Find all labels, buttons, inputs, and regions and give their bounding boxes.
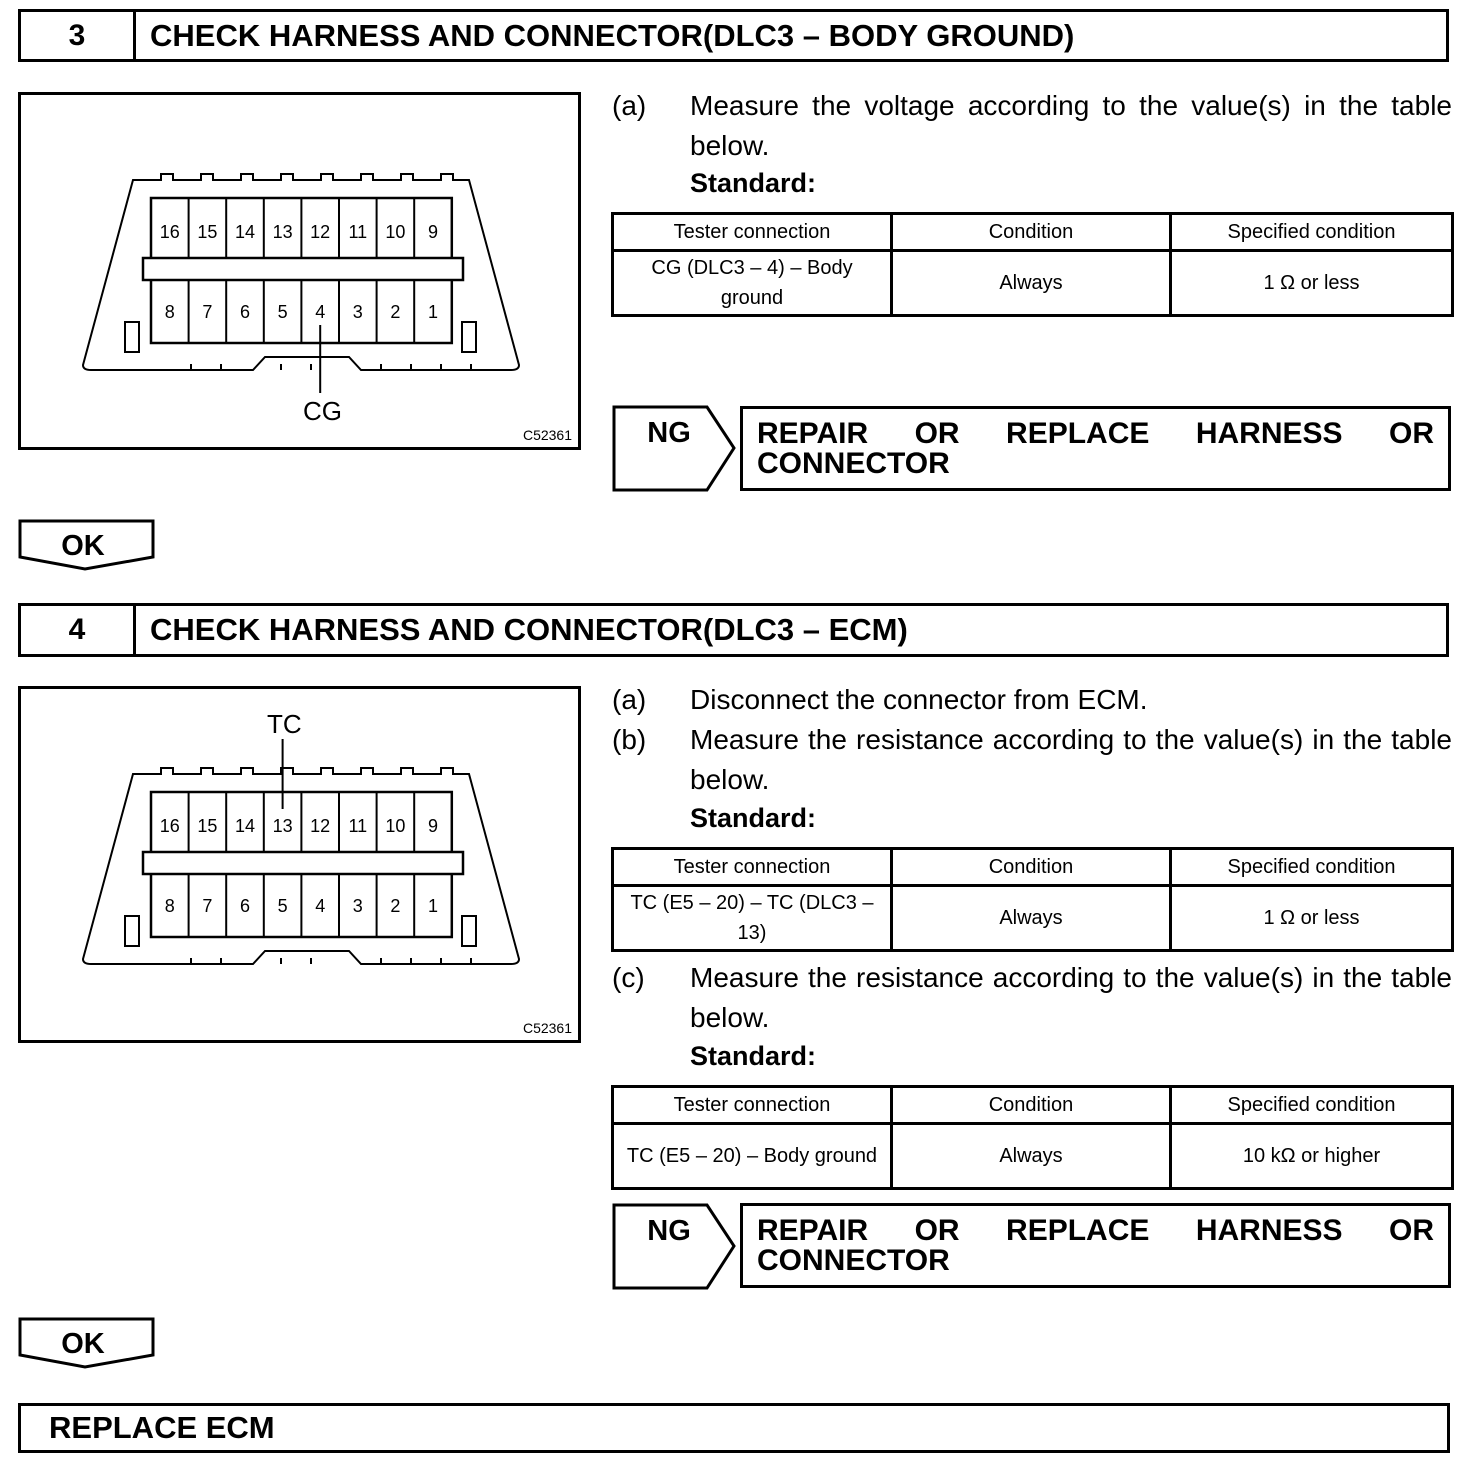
pin-number: 14	[234, 816, 256, 836]
pin-number: 7	[202, 896, 213, 916]
pin-number: 15	[197, 816, 218, 836]
pin-number: 9	[427, 222, 439, 242]
pin-number: 10	[385, 222, 406, 242]
pin-number: 8	[164, 302, 175, 322]
step-4-spec-table-2	[611, 1085, 1454, 1190]
step-3-connector-figure	[18, 92, 581, 450]
step-3-ng-action	[740, 406, 1451, 491]
ng-action-line-1: REPAIR OR REPLACE HARNESS OR	[757, 417, 1434, 450]
dlc3-connector-diagram	[21, 689, 584, 1046]
step-4-ok-tab	[18, 1317, 158, 1372]
pin-number: 3	[352, 302, 363, 322]
pin-number: 11	[348, 816, 368, 836]
standard-label: Standard:	[690, 1041, 817, 1071]
tc-terminal-label: TC	[267, 709, 302, 739]
pin-number: 4	[315, 302, 326, 322]
pin-number: 11	[348, 222, 368, 242]
latch-left	[125, 916, 139, 946]
instruction-text: Disconnect the connector from ECM.	[690, 684, 1148, 715]
pin-number: 3	[352, 896, 363, 916]
cell-condition: Always	[892, 886, 1171, 951]
header-specified-condition: Specified condition	[1171, 214, 1453, 251]
step-4-number: 4	[21, 606, 136, 654]
step-4-ng-action	[740, 1203, 1451, 1288]
pin-number: 2	[390, 302, 401, 322]
pin-number: 7	[202, 302, 213, 322]
step-3-number: 3	[21, 12, 136, 59]
table-row	[613, 886, 1453, 951]
table-row	[613, 1124, 1453, 1189]
step-4-spec-table-1	[611, 847, 1454, 952]
cell-tester-connection: CG (DLC3 – 4) – Body ground	[613, 251, 892, 316]
pin-number: 9	[427, 816, 439, 836]
ng-action-line-1: REPAIR OR REPLACE HARNESS OR	[757, 1214, 1434, 1247]
header-specified-condition: Specified condition	[1171, 1087, 1453, 1124]
ng-action-line-2: CONNECTOR	[757, 1244, 950, 1277]
instruction-label: (a)	[612, 90, 647, 121]
instruction-label: (c)	[612, 962, 645, 993]
table-row	[613, 251, 1453, 316]
ng-label: NG	[647, 417, 691, 449]
pin-number: 16	[159, 816, 180, 836]
cell-specified-condition: 1 Ω or less	[1171, 251, 1453, 316]
pin-number: 12	[310, 816, 331, 836]
standard-label: Standard:	[690, 168, 817, 198]
cell-tester-connection: TC (E5 – 20) – TC (DLC3 – 13)	[613, 886, 892, 951]
instruction-label: (a)	[612, 684, 647, 715]
step-3-spec-table	[611, 212, 1454, 317]
table-header-row	[613, 214, 1453, 251]
figure-code: C52361	[522, 427, 572, 443]
pin-number: 1	[427, 896, 439, 916]
pin-number: 14	[234, 222, 256, 242]
center-rail	[143, 852, 463, 874]
cell-condition: Always	[892, 1124, 1171, 1189]
header-condition: Condition	[892, 1087, 1171, 1124]
cg-terminal-label: CG	[303, 396, 342, 426]
pin-number: 8	[164, 896, 175, 916]
header-tester-connection: Tester connection	[613, 1087, 892, 1124]
cell-tester-connection: TC (E5 – 20) – Body ground	[613, 1124, 892, 1189]
header-tester-connection: Tester connection	[613, 214, 892, 251]
cell-specified-condition: 10 kΩ or higher	[1171, 1124, 1453, 1189]
pin-number: 5	[277, 302, 288, 322]
cell-specified-condition: 1 Ω or less	[1171, 886, 1453, 951]
header-specified-condition: Specified condition	[1171, 849, 1453, 886]
instruction-text: Measure the resistance according to the value(s) in the table below.	[690, 962, 1452, 1033]
standard-label: Standard:	[690, 803, 817, 833]
instruction-text: Measure the resistance according to the value(s) in the table below.	[690, 724, 1452, 795]
ng-arrow	[612, 405, 737, 492]
ng-action-line-2: CONNECTOR	[757, 447, 950, 480]
pin-number: 5	[277, 896, 288, 916]
pin-number: 6	[239, 302, 251, 322]
table-header-row	[613, 849, 1453, 886]
step-3-ok-tab	[18, 519, 158, 574]
center-rail	[143, 258, 463, 280]
header-condition: Condition	[892, 849, 1171, 886]
table-header-row	[613, 1087, 1453, 1124]
ok-label: OK	[61, 1328, 105, 1360]
pin-number: 13	[272, 816, 293, 836]
ng-arrow	[612, 1203, 737, 1290]
step-3-title: CHECK HARNESS AND CONNECTOR(DLC3 – BODY GROUND)	[150, 17, 1075, 53]
step-3-header	[18, 9, 1449, 62]
header-condition: Condition	[892, 214, 1171, 251]
cell-condition: Always	[892, 251, 1171, 316]
ng-label: NG	[647, 1215, 691, 1247]
header-tester-connection: Tester connection	[613, 849, 892, 886]
pin-number: 2	[390, 896, 401, 916]
latch-right	[462, 916, 476, 946]
pin-number: 16	[159, 222, 180, 242]
instruction-text: Measure the voltage according to the value(s) in the table below.	[690, 90, 1452, 161]
pin-number: 4	[315, 896, 326, 916]
step-4-header	[18, 603, 1449, 657]
pin-number: 12	[310, 222, 331, 242]
pin-number: 13	[272, 222, 293, 242]
pin-number: 1	[427, 302, 439, 322]
step-4-title: CHECK HARNESS AND CONNECTOR(DLC3 – ECM)	[150, 612, 908, 647]
ok-label: OK	[61, 530, 105, 562]
instruction-label: (b)	[612, 724, 647, 755]
pin-number: 10	[385, 816, 406, 836]
replace-ecm-action: REPLACE ECM	[18, 1403, 1450, 1453]
pin-number: 6	[239, 896, 251, 916]
figure-code: C52361	[522, 1020, 572, 1036]
latch-left	[125, 322, 139, 352]
step-4-connector-figure	[18, 686, 581, 1043]
latch-right	[462, 322, 476, 352]
pin-number: 15	[197, 222, 218, 242]
